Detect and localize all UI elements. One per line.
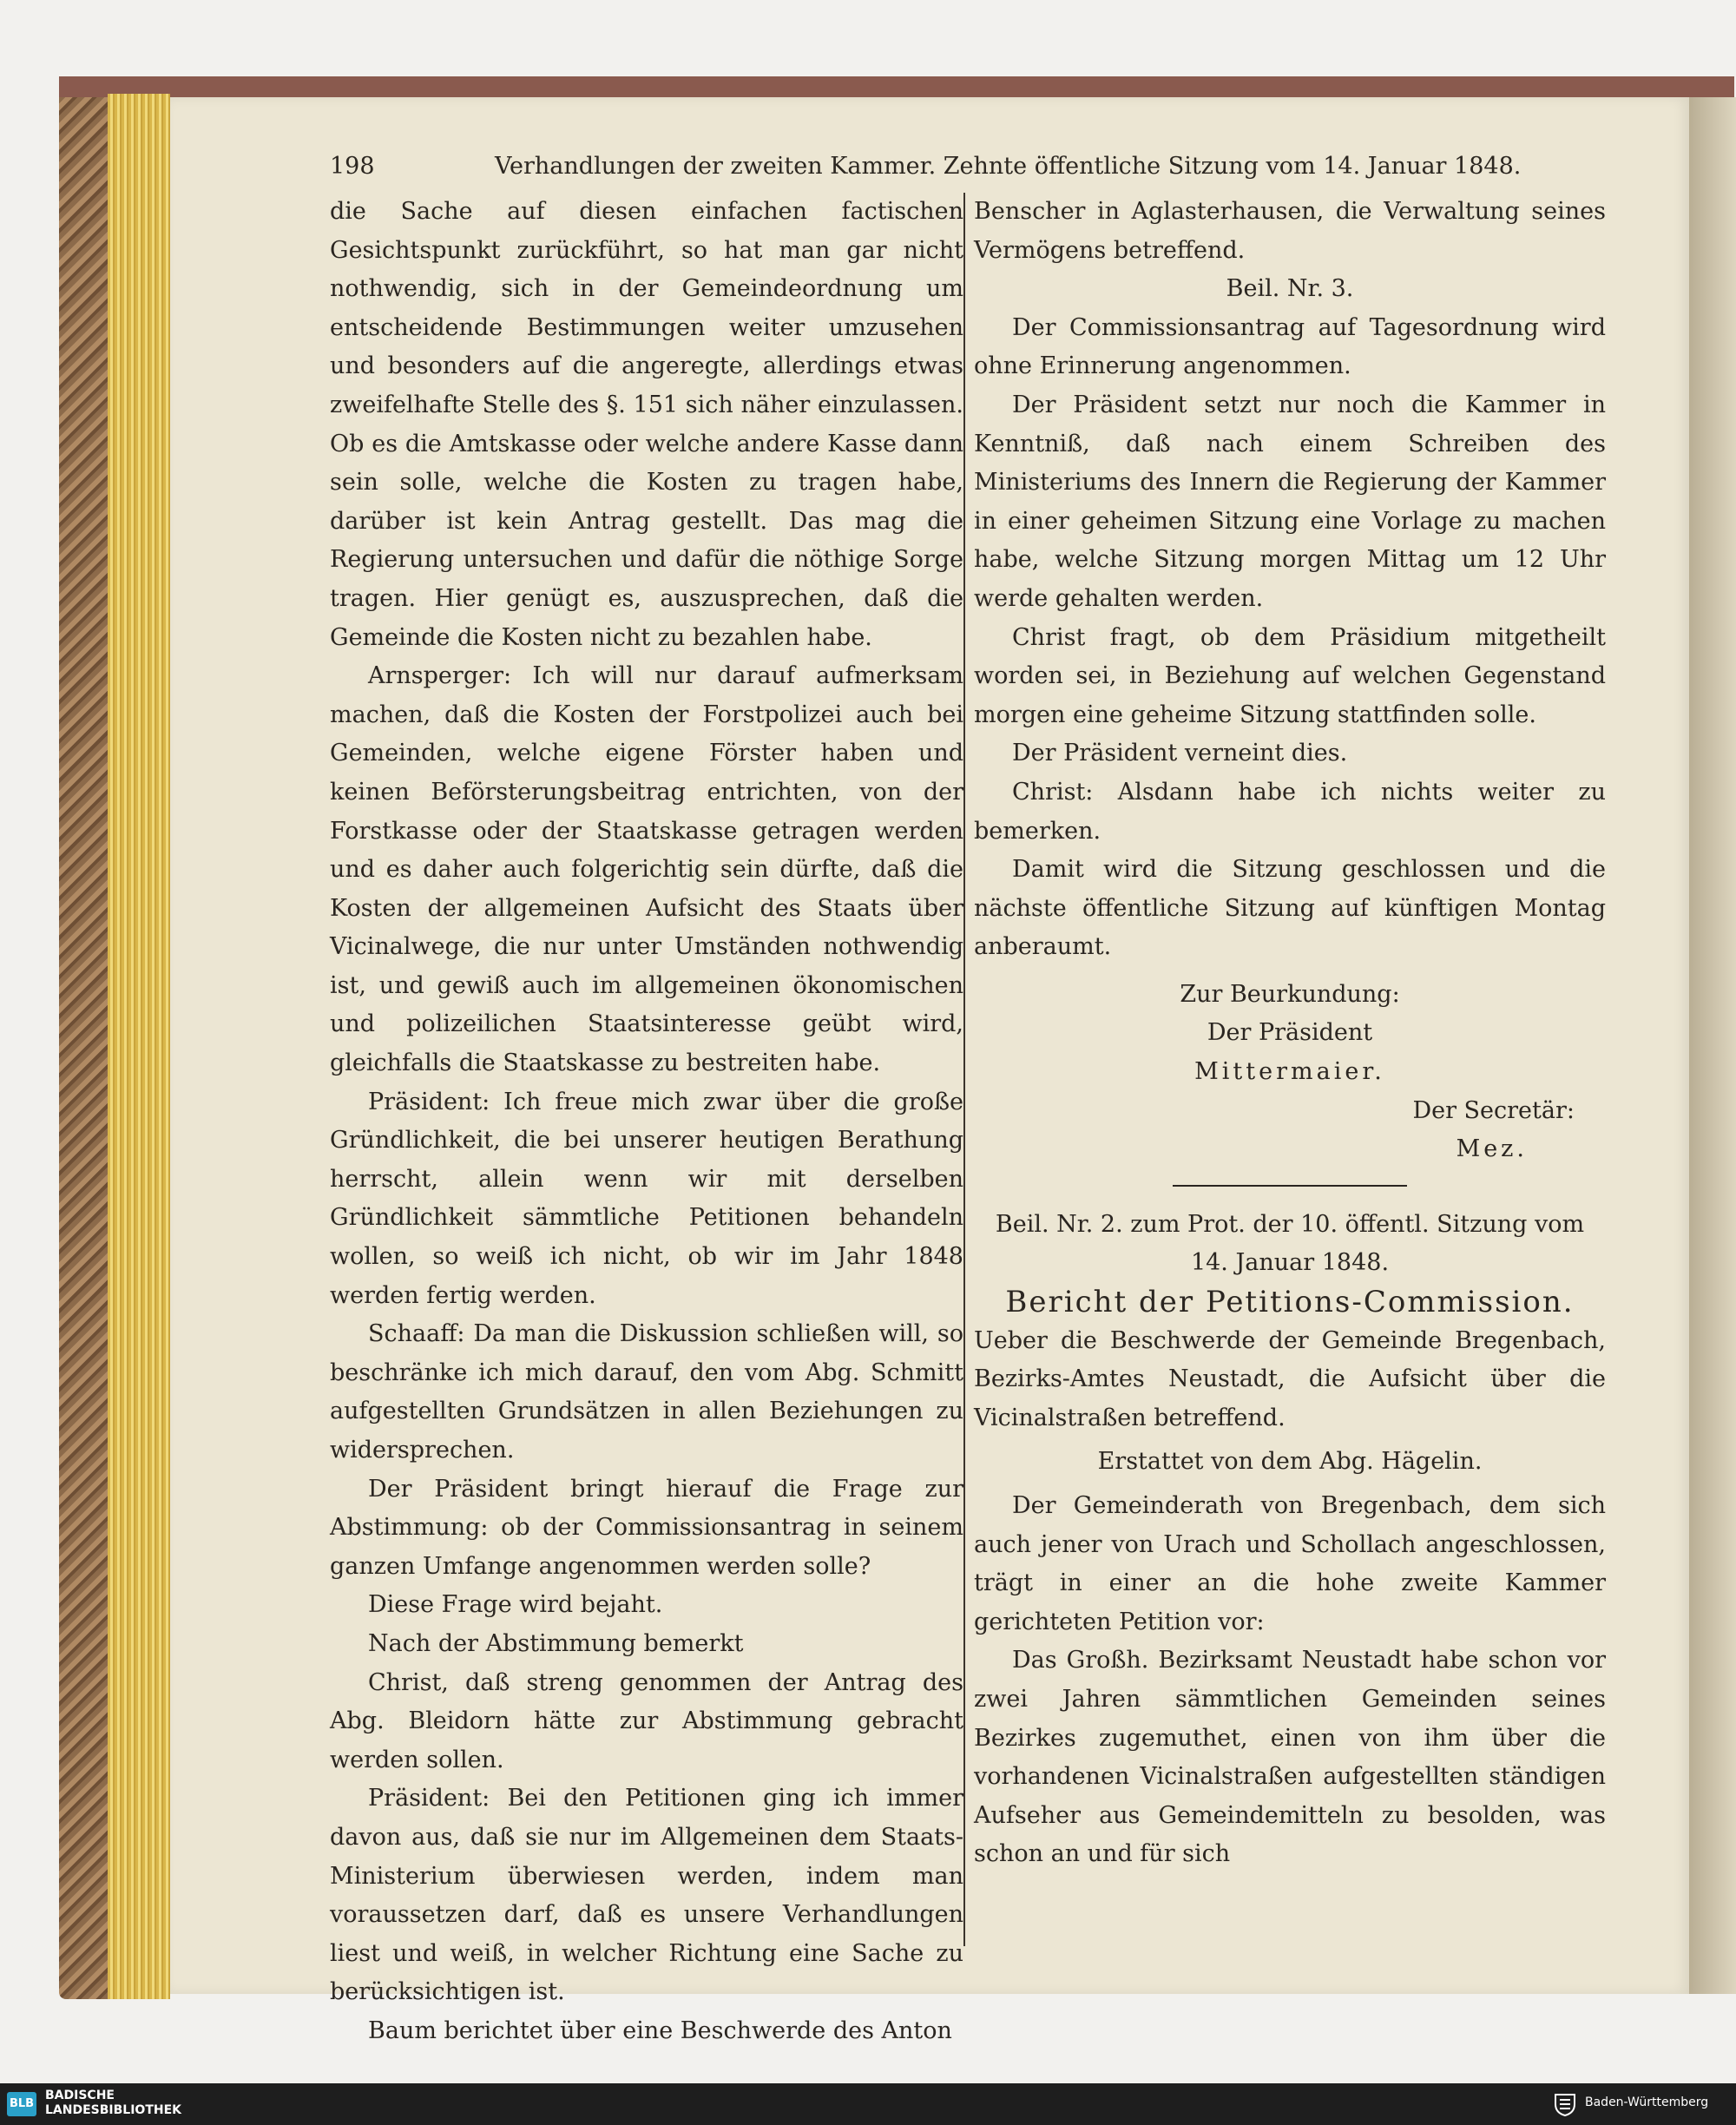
- page-edges: [108, 94, 170, 1999]
- library-name-line1: BADISCHE: [45, 2089, 115, 2102]
- left-paragraph: Präsident: Bei den Petitionen ging ich immer davon aus, daß sie nur im Allgemeinen dem Staats-Ministerium überwiesen werden, indem man voraussetzen darf, daß es unsere Verhandlungen liest und weiß, in welcher Richtung eine Sache zu berücksichtigen ist.: [330, 1785, 963, 2006]
- viewer-footer-bar: [0, 2083, 1736, 2125]
- right-paragraph: Der Präsident verneint dies.: [1012, 740, 1348, 767]
- signature-secretary-name: Mez.: [1456, 1135, 1528, 1163]
- right-paragraph: Das Großh. Bezirksamt Neustadt habe schon vor zwei Jahren sämmtlichen Gemeinden seines Bezirkes zugemuthet, einen von ihm über die vorhandenen Vicinalstraßen aufgestellten ständigen Aufseher aus Gemeindemitteln zu besolden, was schon an und für sich: [974, 1647, 1606, 1868]
- left-paragraph: Nach der Abstimmung bemerkt: [368, 1629, 744, 1657]
- library-name-line2: LANDESBIBLIOTHEK: [45, 2103, 182, 2117]
- section-rule: [1173, 1185, 1407, 1187]
- running-header: [330, 153, 1522, 188]
- report-title: Bericht der Petitions-Commission.: [1005, 1285, 1575, 1320]
- left-paragraph: Präsident: Ich freue mich zwar über die große Gründlichkeit, die bei unserer heutigen Berathung herrscht, allein wenn wir mit derselben Gründlichkeit sämmtliche Petitionen behandeln wollen, so weiß ich nicht, ob wir im Jahr 1848 werden fertig werden.: [330, 1088, 963, 1309]
- left-paragraph: Diese Frage wird bejaht.: [368, 1591, 663, 1619]
- signature-president-title: Der Präsident: [1207, 1019, 1373, 1047]
- left-paragraph: Christ, daß streng genommen der Antrag des Abg. Bleidorn hätte zur Abstimmung gebracht werden sollen.: [330, 1668, 963, 1773]
- library-name[interactable]: [45, 2089, 181, 2118]
- right-column: [974, 193, 1606, 1874]
- signature-secretary-title: Der Secretär:: [1412, 1096, 1575, 1124]
- book-cover-marbled: [59, 76, 111, 1999]
- book-top-edge: [59, 76, 1734, 97]
- baden-wuerttemberg-crest-icon[interactable]: [1552, 2092, 1578, 2116]
- state-name[interactable]: Baden-Württemberg: [1585, 2095, 1709, 2109]
- report-author: Erstattet von dem Abg. Hägelin.: [1097, 1448, 1483, 1476]
- page-number: 198: [330, 153, 375, 180]
- signature-label: Zur Beurkundung:: [1180, 980, 1400, 1008]
- left-paragraph: Baum berichtet über eine Beschwerde des Anton: [368, 2016, 952, 2044]
- report-subject: Ueber die Beschwerde der Gemeinde Bregenbach, Bezirks-Amtes Neustadt, die Aufsicht über die Vicinalstraßen betreffend.: [974, 1326, 1606, 1431]
- appendix-label: Beil. Nr. 3.: [1226, 275, 1354, 303]
- right-paragraph: Der Präsident setzt nur noch die Kammer in Kenntniß, daß nach einem Schreiben des Ministeriums des Innern die Regierung der Kammer in einer geheimen Sitzung eine Vorlage zu machen habe, welche Sitzung morgen Mittag um 12 Uhr werde gehalten werden.: [974, 391, 1606, 612]
- left-column: [330, 193, 963, 2051]
- right-paragraph: Damit wird die Sitzung geschlossen und die nächste öffentliche Sitzung auf künftigen Montag anberaumt.: [974, 856, 1606, 961]
- header-title: Verhandlungen der zweiten Kammer. Zehnte öffentliche Sitzung vom 14. Januar 1848.: [495, 153, 1522, 180]
- facing-page-edge: [1689, 97, 1736, 1994]
- left-paragraph: die Sache auf diesen einfachen factischen Gesichtspunkt zurückführt, so hat man gar nicht nothwendig, sich in der Gemeindeordnung um entscheidende Bestimmungen weiter umzusehen und besonders auf die angeregte, allerdings etwas zweifelhafte Stelle des §. 151 sich näher einzulassen. Ob es die Amtskasse oder welche andere Kasse dann sein solle, welche die Kosten zu tragen habe, darüber ist kein Antrag gestellt. Das mag die Regierung untersuchen und dafür die nöthige Sorge tragen. Hier genügt es, auszusprechen, daß die Gemeinde die Kosten nicht zu bezahlen habe.: [330, 198, 963, 651]
- signature-president-name: Mittermaier.: [1194, 1058, 1385, 1086]
- right-paragraph: Der Commissionsantrag auf Tagesordnung wird ohne Erinnerung angenommen.: [974, 313, 1606, 380]
- right-paragraph: Christ fragt, ob dem Präsidium mitgetheilt worden sei, in Beziehung auf welchen Gegenstand morgen eine geheime Sitzung stattfinden solle.: [974, 623, 1606, 728]
- right-paragraph: Der Gemeinderath von Bregenbach, dem sich auch jener von Urach und Schollach angeschlossen, trägt in einer an die hohe zweite Kammer gerichteten Petition vor:: [974, 1492, 1606, 1635]
- left-paragraph: Schaaff: Da man die Diskussion schließen will, so beschränke ich mich darauf, den vom Abg. Schmitt aufgestellten Grundsätzen in allen Beziehungen zu widersprechen.: [330, 1320, 963, 1464]
- appendix-heading: Beil. Nr. 2. zum Prot. der 10. öffentl. Sitzung vom 14. Januar 1848.: [995, 1210, 1585, 1277]
- column-divider: [963, 193, 965, 1946]
- right-paragraph: Christ: Alsdann habe ich nichts weiter zu bemerken.: [974, 778, 1606, 845]
- blb-logo-icon[interactable]: BLB: [7, 2092, 36, 2116]
- left-paragraph: Arnsperger: Ich will nur darauf aufmerksam machen, daß die Kosten der Forstpolizei auch bei Gemeinden, welche eigene Förster haben und keinen Beförsterungsbeitrag entrichten, von der Forstkasse oder der Staatskasse getragen werden und es daher auch folgerichtig sein dürfte, daß die Kosten der allgemeinen Aufsicht des Staats über Vicinalwege, die nur unter Umständen nothwendig ist, und gewiß auch im allgemeinen ökonomischen und polizeilichen Staatsinteresse geübt wird, gleichfalls die Staatskasse zu bestreiten habe.: [330, 662, 963, 1077]
- right-paragraph: Benscher in Aglasterhausen, die Verwaltung seines Vermögens betreffend.: [974, 198, 1606, 264]
- left-paragraph: Der Präsident bringt hierauf die Frage zur Abstimmung: ob der Commissionsantrag in seinem ganzen Umfange angenommen werden solle?: [330, 1475, 963, 1580]
